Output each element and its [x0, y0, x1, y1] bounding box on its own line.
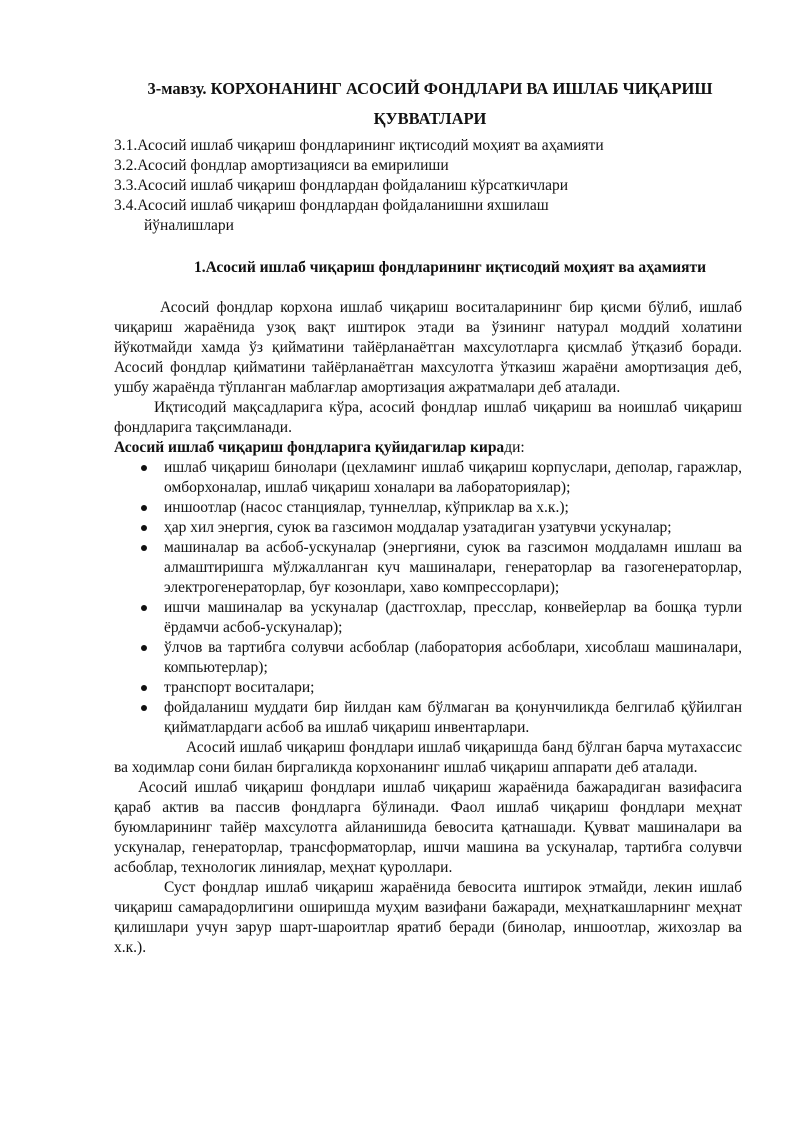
toc-item: 3.1.Асосий ишлаб чиқариш фондларининг иқтисодий моҳият ва аҳамияти [114, 137, 604, 154]
list-item [114, 458, 742, 498]
list-item [114, 698, 742, 738]
toc-item: 3.4.Асосий ишлаб чиқариш фондлардан фойдаланишни яхшилаш [114, 197, 549, 214]
bullet-icon [141, 505, 147, 511]
list-item-text: машиналар ва асбоб-ускуналар (энергияни, суюк ва газсимон моддаламн ишлаш ва алмаштиришга мўлжалланган куч машиналари, генераторлар ва газогенераторлар, электрогенераторлар, буғ козонлари, хаво компрессорлари); [164, 539, 742, 596]
document-body [114, 298, 742, 958]
paragraph: Асосий фондлар корхона ишлаб чиқариш воситаларининг бир қисми бўлиб, ишлаб чиқариш жараёнида узоқ вақт иштирок этади ва ўзининг натурал моддий холатини йўкотмайди хамда ўз қийматини тайёрланаётган махсулотларга қисмлаб ўтқазиб боради. Асосий фондлар қийматини тайёрланаётган махсулотга ўтказиш жараёни амортизация деб, ушбу жараёнда тўпланган маблағлар амортизация ажратмалари деб аталади. [114, 299, 742, 396]
paragraph: Асосий ишлаб чиқариш фондлари ишлаб чиқариш жараёнида бажарадиган вазифасига қараб актив ва пассив фондларга бўлинади. Фаол ишлаб чиқариш фондлари меҳнат буюмларининг тайёр махсулотга айланишида бевосита қатнашади. Қувват машиналари ва ускуналар, генераторлар, трансформаторлар, ишчи машина ва ускуналар, тартибга солувчи асбоблар, технологик линиялар, меҳнат қуроллари. [114, 779, 742, 876]
list-item-text: ишлаб чиқариш бинолари (цехламинг ишлаб чиқариш корпуслари, деполар, гаражлар, омборхоналар, ишлаб чиқариш хоналари ва лабораториялар); [164, 459, 742, 496]
paragraph: Иқтисодий мақсадларига кўра, асосий фондлар ишлаб чиқариш ва ноишлаб чиқариш фондларига тақсимланади. [114, 399, 742, 436]
list-item [114, 638, 742, 678]
title-line-2: ҚУВВАТЛАРИ [373, 109, 487, 128]
list-item-text: фойдаланиш муддати бир йилдан кам бўлмаган ва қонунчиликда белгилаб қўйилган қийматлардаги асбоб ва ишлаб чиқариш инвентарлари. [164, 699, 742, 736]
list-heading-rest: ди: [504, 439, 525, 456]
list-item-text: иншоотлар (насос станциялар, туннеллар, кўприклар ва х.к.); [164, 499, 569, 516]
list-heading [114, 438, 742, 458]
title-line-1: 3-мавзу. КОРХОНАНИНГ АСОСИЙ ФОНДЛАРИ ВА ИШЛАБ ЧИҚАРИШ [147, 79, 713, 98]
bullet-icon [141, 685, 147, 691]
list-item-text: ҳар хил энергия, суюк ва газсимон моддалар узатадиган узатувчи ускуналар; [164, 519, 672, 536]
toc-item: 3.3.Асосий ишлаб чиқариш фондлардан фойдаланиш кўрсаткичлари [114, 177, 569, 194]
section-heading: 1.Асосий ишлаб чиқариш фондларининг иқтисодий моҳият ва аҳамияти [193, 259, 707, 276]
list-item [114, 598, 742, 638]
list-heading-bold: Асосий ишлаб чиқариш фондларига қуйидагилар кира [114, 439, 505, 456]
list-item [114, 498, 742, 518]
bullet-icon [141, 465, 147, 471]
paragraph: Асосий ишлаб чиқариш фондлари ишлаб чиқаришда банд бўлган барча мутахассис ва ходимлар сони билан биргаликда корхонанинг ишлаб чиқариш аппарати деб аталади. [114, 739, 742, 776]
bullet-icon [141, 605, 147, 611]
list-item [114, 678, 742, 698]
list-item-text: ишчи машиналар ва ускуналар (дастгохлар, пресслар, конвейерлар ва бошқа турли ёрдамчи асбоб-ускуналар); [164, 599, 742, 636]
table-of-contents [114, 136, 754, 236]
bullet-icon [141, 525, 147, 531]
list-item-text: ўлчов ва тартибга солувчи асбоблар (лаборатория асбоблари, хисоблаш машиналари, компьютерлар); [164, 639, 742, 676]
bullet-icon [141, 645, 147, 651]
bullet-icon [141, 545, 147, 551]
list-item [114, 538, 742, 598]
toc-item-continuation: йўналишлари [144, 217, 234, 234]
paragraph: Суст фондлар ишлаб чиқариш жараёнида бевосита иштирок этмайди, лекин ишлаб чиқариш самарадорлигини оширишда муҳим вазифани бажаради, меҳнаткашларнинг меҳнат қилишлари учун зарур шарт-шароитлар яратиб беради (бинолар, иншоотлар, жихозлар ва х.к.). [114, 879, 742, 956]
list-item-text: транспорт воситалари; [164, 679, 315, 696]
list-item [114, 518, 742, 538]
toc-item: 3.2.Асосий фондлар амортизацияси ва емирилиши [114, 157, 449, 174]
bullet-icon [141, 705, 147, 711]
bullet-list [114, 458, 742, 738]
page-title [80, 74, 780, 134]
